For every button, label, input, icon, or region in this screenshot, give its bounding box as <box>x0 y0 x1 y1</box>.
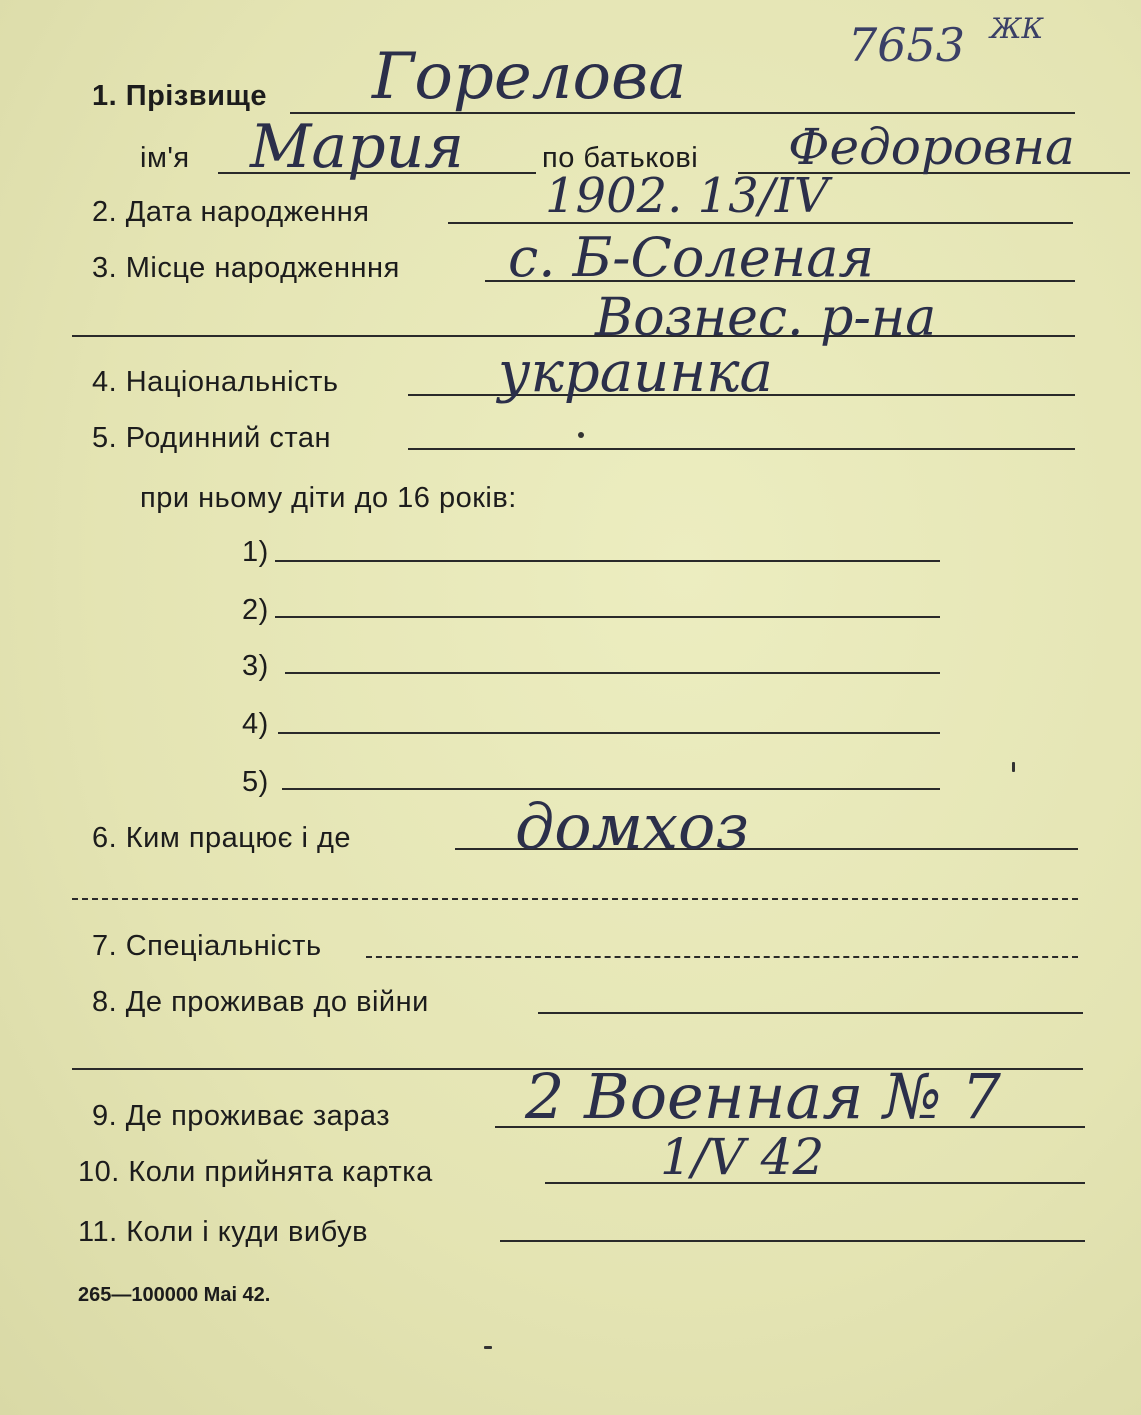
birth-place-label: 3. Місце народженння <box>92 252 400 284</box>
child-2-line <box>275 616 940 618</box>
card-accepted-value: 1/V 42 <box>660 1128 825 1186</box>
departure-line <box>500 1240 1085 1242</box>
specialty-label: 7. Спеціальність <box>92 930 322 962</box>
child-2-label: 2) <box>242 594 269 626</box>
child-3-label: 3) <box>242 650 269 682</box>
current-residence-label: 9. Де проживає зараз <box>92 1100 391 1132</box>
nationality-label: 4. Національність <box>92 366 339 398</box>
marital-status-label: 5. Родинний стан <box>92 422 332 454</box>
birth-place-value-2: Вознес. р-на <box>595 288 937 348</box>
occupation-line-2 <box>72 898 1078 900</box>
specialty-line <box>366 956 1078 958</box>
surname-value: Горелова <box>372 40 687 114</box>
birth-date-value: 1902. 13/IV <box>545 168 829 224</box>
departure-label: 11. Коли і куди вибув <box>78 1216 368 1248</box>
first-name-value: Мария <box>250 112 464 182</box>
current-residence-value: 2 Военная № 7 <box>525 1060 1001 1133</box>
print-code: 265—100000 Mai 42. <box>78 1284 271 1306</box>
occupation-value: домхоз <box>515 790 750 863</box>
first-name-label: ім'я <box>140 142 190 174</box>
ink-speck <box>484 1346 492 1349</box>
prewar-residence-label: 8. Де проживав до війни <box>92 986 429 1018</box>
ink-speck <box>578 432 584 438</box>
birth-place-value-1: с. Б-Соленая <box>508 226 875 289</box>
patronymic-value: Федоровна <box>788 118 1075 176</box>
children-label: при ньому діти до 16 років: <box>140 482 517 514</box>
child-1-label: 1) <box>242 536 269 568</box>
card-accepted-label: 10. Коли прийнята картка <box>78 1156 433 1188</box>
patronymic-label: по батькові <box>542 142 699 174</box>
child-4-label: 4) <box>242 708 269 740</box>
archive-suffix: ЖК <box>990 12 1044 45</box>
child-1-line <box>275 560 940 562</box>
nationality-value: украинка <box>498 340 773 405</box>
occupation-label: 6. Ким працює і де <box>92 822 352 854</box>
marital-status-line <box>408 448 1075 450</box>
child-4-line <box>278 732 940 734</box>
surname-label: 1. Прізвище <box>92 80 268 112</box>
child-5-label: 5) <box>242 766 269 798</box>
birth-date-label: 2. Дата народження <box>92 196 370 228</box>
ink-speck <box>1012 762 1015 772</box>
archive-number: 7653 <box>848 18 966 72</box>
child-3-line <box>285 672 940 674</box>
prewar-residence-line <box>538 1012 1083 1014</box>
